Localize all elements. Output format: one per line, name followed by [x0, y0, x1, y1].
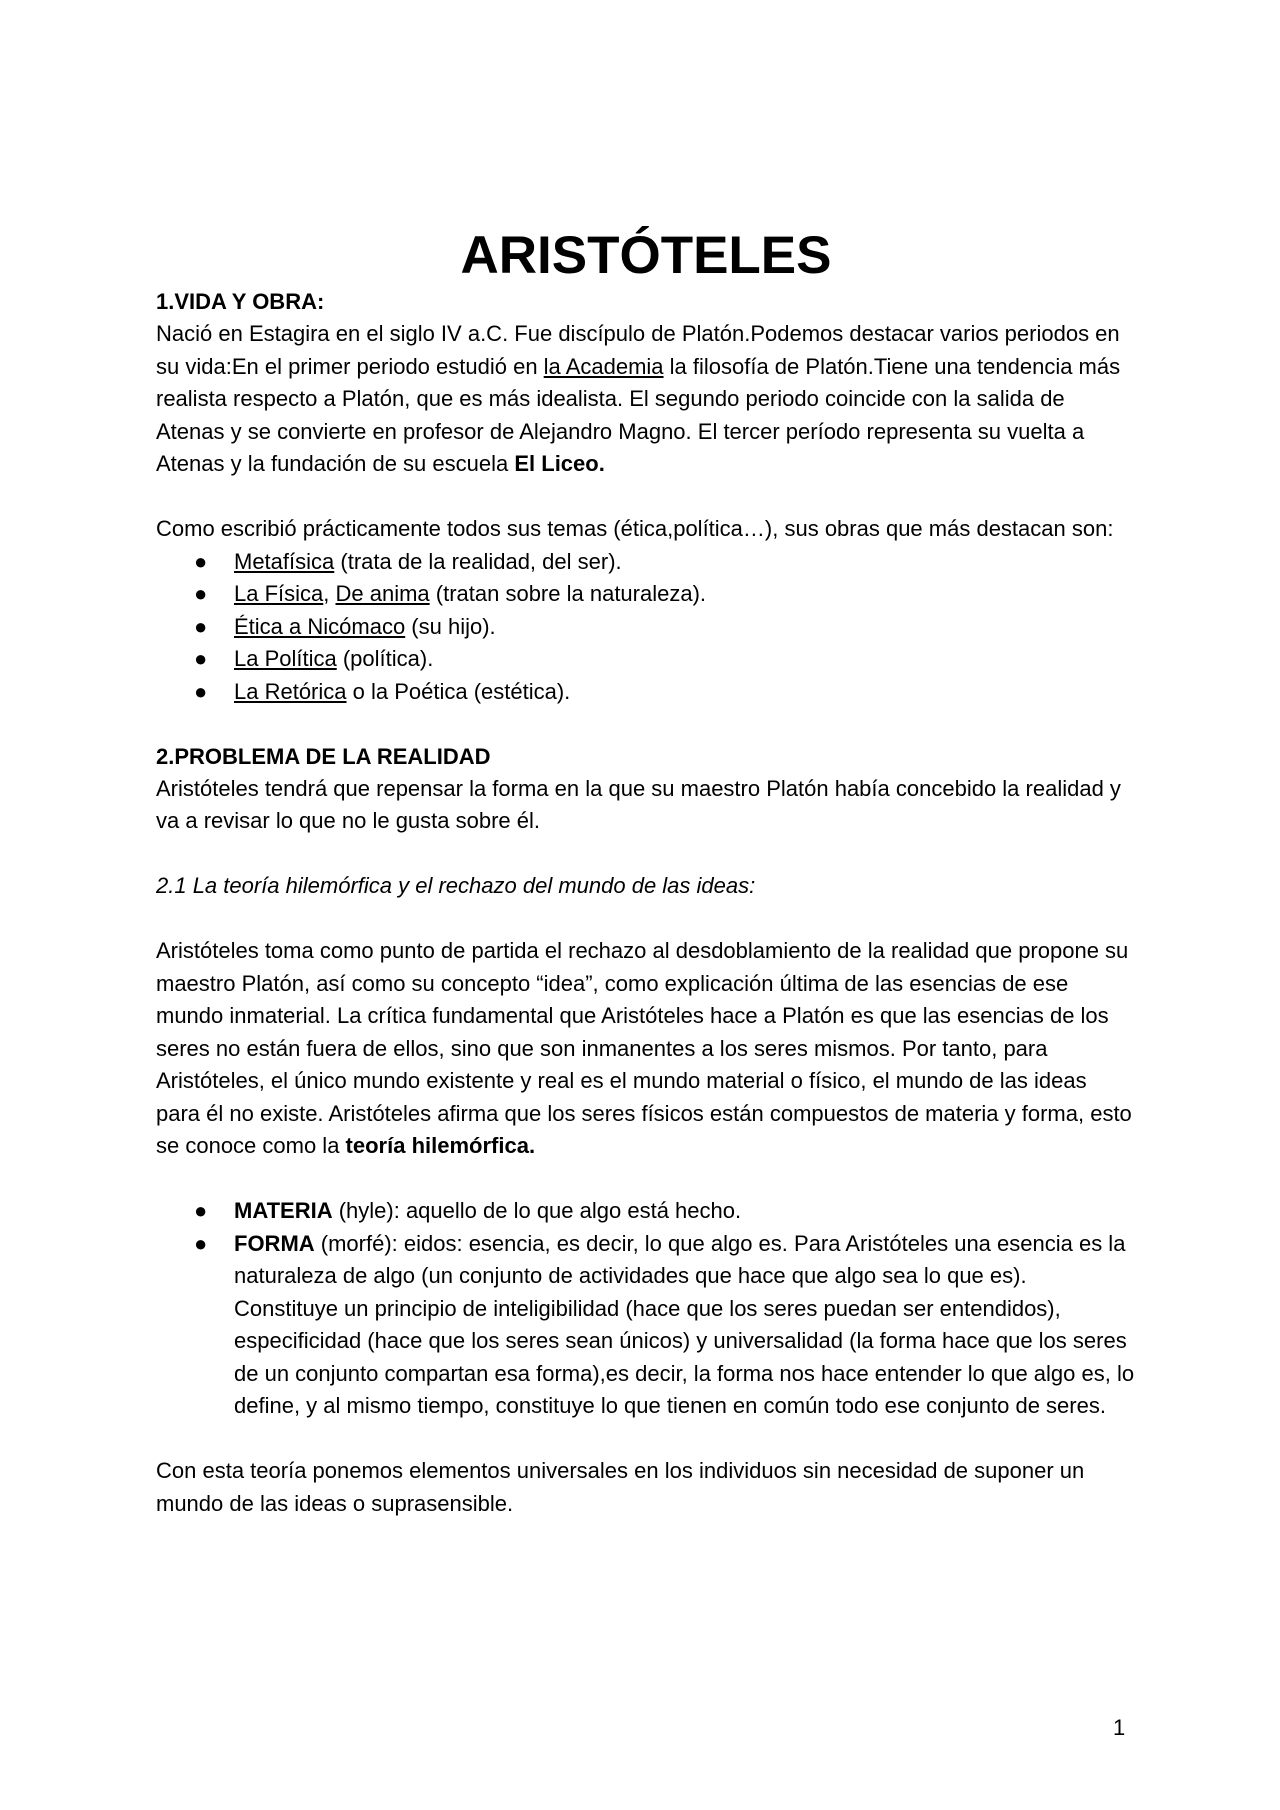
list-item	[156, 643, 1136, 676]
spacer	[156, 903, 1136, 936]
paragraph-text: Nació en Estagira en el siglo IV a.C. Fue discípulo de Platón.Podemos destacar varios periodos en su vida:En el primer periodo estudió en	[156, 321, 1120, 379]
list-item-text: (hyle): aquello de lo que algo está hecho.	[332, 1198, 742, 1223]
link-de-anima[interactable]: De anima	[335, 581, 430, 606]
link-la-fisica[interactable]: La Física	[234, 581, 324, 606]
document-title: ARISTÓTELES	[460, 226, 832, 285]
paragraph-text: Aristóteles toma como punto de partida el rechazo al desdoblamiento de la realidad que propone su maestro Platón, así como su concepto “idea”, como explicación última de las esencias de ese mundo inmaterial. La crítica fundamental que Aristóteles hace a Platón es que las esencias de los seres no están fuera de ellos, sino que son inmanentes a los seres mismos. Por tanto, para Aristóteles, el único mundo existente y real es el mundo material o físico, el mundo de las ideas para él no existe. Aristóteles afirma que los seres físicos están compuestos de materia y forma, esto se conoce como la	[156, 938, 1132, 1158]
works-list	[156, 546, 1136, 709]
list-item-text: (morfé): eidos: esencia, es decir, lo que algo es. Para Aristóteles una esencia es la naturaleza de algo (un conjunto de actividades que hace que algo sea lo que es). Constituye un principio de inteligibilidad (hace que los seres puedan ser entendidos), especificidad (hace que los seres sean únicos) y universalidad (la forma hace que los seres de un conjunto compartan esa forma),es decir, la forma nos hace entender lo que algo es, lo define, y al mismo tiempo, constituye lo que tienen en común todo ese conjunto de seres.	[234, 1230, 1135, 1418]
spacer	[156, 1423, 1136, 1456]
list-item	[156, 578, 1136, 611]
list-item	[156, 676, 1136, 709]
bullet-icon: ●	[194, 548, 208, 574]
link-la-retorica[interactable]: La Retórica	[234, 678, 347, 704]
list-item-text: (su hijo).	[405, 613, 496, 639]
bullet-icon: ●	[194, 678, 208, 704]
list-item	[156, 1195, 1136, 1228]
link-la-politica[interactable]: La Política	[234, 646, 337, 671]
list-item-text: (tratan sobre la naturaleza).	[429, 581, 707, 606]
list-item	[156, 1228, 1136, 1423]
spacer	[156, 481, 1136, 514]
page-number: 1	[1113, 1715, 1126, 1740]
link-metafisica[interactable]: Metafísica	[234, 548, 335, 574]
spacer	[156, 708, 1136, 741]
bullet-icon: ●	[194, 1198, 208, 1223]
materia-forma-list	[156, 1195, 1136, 1423]
bold-el-liceo: El Liceo.	[514, 451, 605, 476]
list-item	[156, 546, 1136, 579]
paragraph-realidad-intro: Aristóteles tendrá que repensar la forma en la que su maestro Platón había concebido la realidad y va a revisar lo que no le gusta sobre él.	[156, 775, 1121, 833]
spacer	[156, 1163, 1136, 1196]
bullet-icon: ●	[194, 581, 208, 606]
paragraph-vida	[156, 318, 1136, 481]
list-item	[156, 611, 1136, 644]
bullet-icon: ●	[194, 1230, 208, 1256]
paragraph-hilemorfismo	[156, 935, 1136, 1163]
term-forma: FORMA	[234, 1230, 315, 1256]
spacer	[156, 838, 1136, 871]
link-etica-a-nicomaco[interactable]: Ética a Nicómaco	[234, 613, 406, 639]
section-heading-problema-realidad: 2.PROBLEMA DE LA REALIDAD	[156, 743, 491, 769]
section-heading-vida-obra: 1.VIDA Y OBRA:	[156, 289, 325, 314]
document-content	[156, 226, 1136, 1520]
list-item-text: o la Poética (estética).	[346, 678, 571, 704]
list-item-text: (trata de la realidad, del ser).	[334, 548, 622, 574]
bullet-icon: ●	[194, 613, 208, 639]
link-la-academia[interactable]: la Academia	[543, 353, 664, 379]
paragraph-closing: Con esta teoría ponemos elementos universales en los individuos sin necesidad de suponer un mundo de las ideas o suprasensible.	[156, 1458, 1085, 1516]
list-item-text: ,	[323, 581, 336, 606]
list-item-text: (política).	[336, 646, 434, 671]
bold-teoria-hilemorfica: teoría hilemórfica.	[345, 1133, 536, 1158]
paragraph-obras-intro: Como escribió prácticamente todos sus temas (ética,política…), sus obras que más destacan son:	[156, 516, 1114, 541]
paragraph-text: la filosofía de Platón.Tiene una tendencia más realista respecto a Platón, que es más idealista. El segundo periodo coincide con la salida de Atenas y se convierte en profesor de Alejandro Magno. El tercer período representa su vuelta a Atenas y la fundación de su escuela	[156, 353, 1121, 476]
subsection-heading-teoria-hilemorfica: 2.1 La teoría hilemórfica y el rechazo del mundo de las ideas:	[156, 873, 756, 898]
term-materia: MATERIA	[234, 1198, 333, 1223]
bullet-icon: ●	[194, 646, 208, 671]
